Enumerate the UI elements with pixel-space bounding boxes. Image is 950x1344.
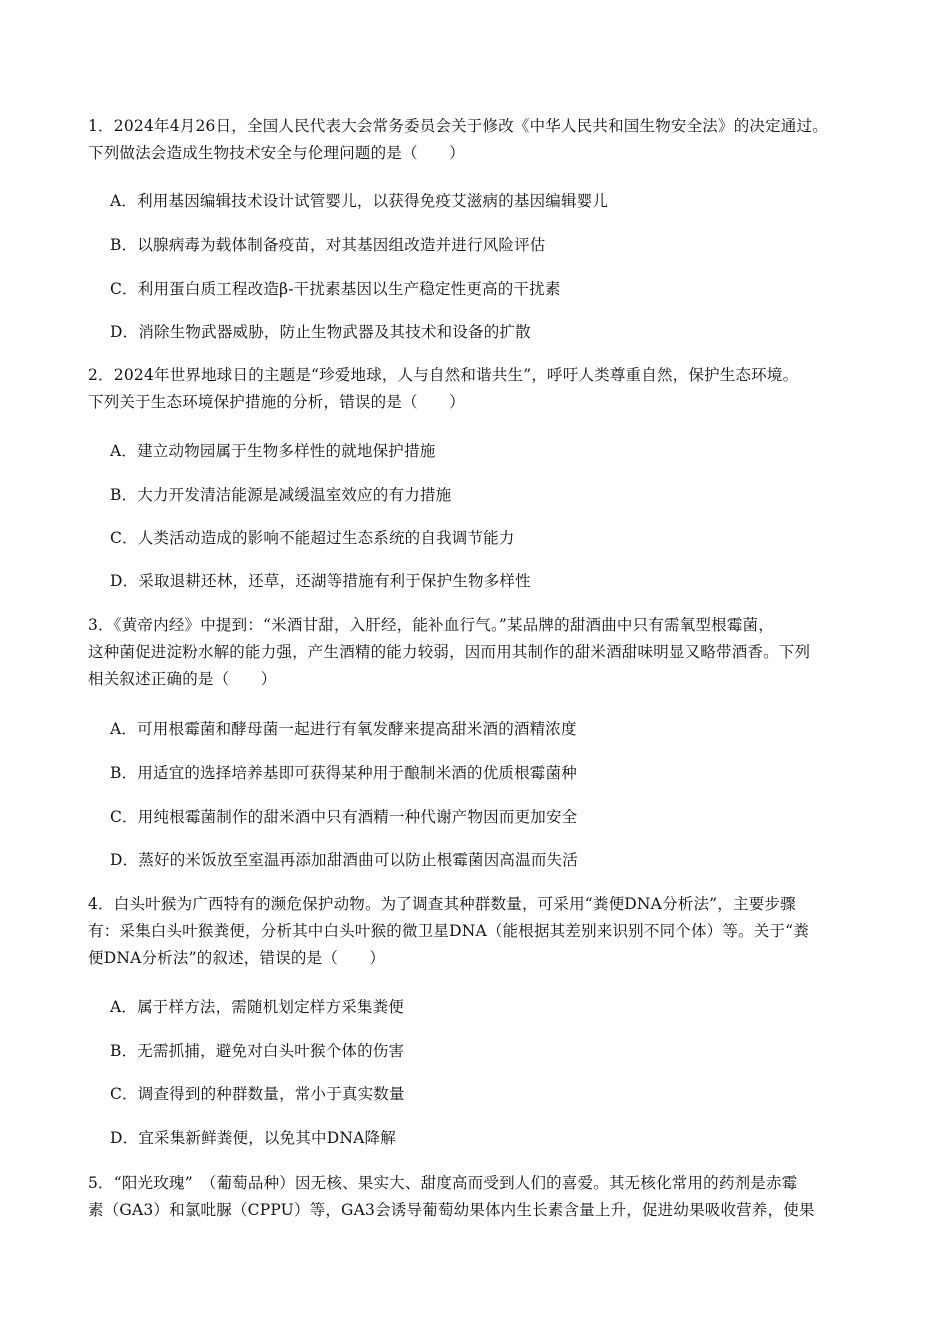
question-1-option-c[interactable]: C．利用蛋白质工程改造β-干扰素基因以生产稳定性更高的干扰素: [110, 280, 561, 298]
question-4-line-2: 有：采集白头叶猴粪便，分析其中白头叶猴的微卫星DNA（能根据其差别来识别不同个体）等。关于“粪: [88, 922, 810, 940]
question-3-line-1: 3．《黄帝内经》中提到：“米酒甘甜，入肝经，能补血行气。”某品牌的甜酒曲中只有需氧型根霉菌，: [88, 616, 774, 634]
question-5-line-1: 5．“阳光玫瑰” （葡萄品种）因无核、果实大、甜度高而受到人们的喜爱。其无核化常用的药剂是赤霉: [88, 1174, 798, 1192]
question-3-option-d[interactable]: D．蒸好的米饭放至室温再添加甜酒曲可以防止根霉菌因高温而失活: [110, 851, 578, 869]
question-3-option-c[interactable]: C．用纯根霉菌制作的甜米酒中只有酒精一种代谢产物因而更加安全: [110, 808, 578, 826]
question-2-line-1: 2．2024年世界地球日的主题是“珍爱地球，人与自然和谐共生”，呼吁人类尊重自然，保护生态环境。: [88, 366, 799, 384]
question-1-stem: [88, 113, 878, 167]
question-3-option-a[interactable]: A．可用根霉菌和酵母菌一起进行有氧发酵来提高甜米酒的酒精浓度: [110, 720, 577, 738]
question-1-line-2: 下列做法会造成生物技术安全与伦理问题的是（ ）: [88, 144, 465, 162]
question-5-stem: [88, 1170, 878, 1224]
question-5-line-2: 素（GA3）和氯吡脲（CPPU）等，GA3会诱导葡萄幼果体内生长素含量上升，促进幼果吸收营养，使果: [88, 1201, 815, 1219]
question-4-option-c[interactable]: C．调查得到的种群数量，常小于真实数量: [110, 1085, 405, 1103]
question-3-line-3: 相关叙述正确的是（ ）: [88, 670, 277, 688]
question-2-option-a[interactable]: A．建立动物园属于生物多样性的就地保护措施: [110, 442, 436, 460]
question-4-option-b[interactable]: B．无需抓捕，避免对白头叶猴个体的伤害: [110, 1042, 405, 1060]
question-2-stem: [88, 362, 878, 416]
question-4-line-1: 4．白头叶猴为广西特有的濒危保护动物。为了调查其种群数量，可采用“粪便DNA分析法”，主要步骤: [88, 895, 796, 913]
question-2-option-b[interactable]: B．大力开发清洁能源是减缓温室效应的有力措施: [110, 486, 452, 504]
question-1-line-1: 1．2024年4月26日，全国人民代表大会常务委员会关于修改《中华人民共和国生物安全法》的决定通过。: [88, 117, 828, 135]
question-2-option-d[interactable]: D．采取退耕还林，还草，还湖等措施有利于保护生物多样性: [110, 572, 531, 590]
question-3-stem: [88, 612, 878, 693]
question-4-option-a[interactable]: A．属于样方法，需随机划定样方采集粪便: [110, 998, 404, 1016]
question-4-line-3: 便DNA分析法”的叙述，错误的是（ ）: [88, 949, 386, 967]
question-2-line-2: 下列关于生态环境保护措施的分析，错误的是（ ）: [88, 393, 465, 411]
question-3-option-b[interactable]: B．用适宜的选择培养基即可获得某种用于酿制米酒的优质根霉菌种: [110, 764, 577, 782]
question-4-stem: [88, 891, 878, 972]
question-1-option-a[interactable]: A．利用基因编辑技术设计试管婴儿，以获得免疫艾滋病的基因编辑婴儿: [110, 192, 609, 210]
question-1-option-d[interactable]: D．消除生物武器威胁，防止生物武器及其技术和设备的扩散: [110, 323, 531, 341]
question-4-option-d[interactable]: D．宜采集新鲜粪便，以免其中DNA降解: [110, 1129, 396, 1147]
question-2-option-c[interactable]: C．人类活动造成的影响不能超过生态系统的自我调节能力: [110, 529, 515, 547]
question-3-line-2: 这种菌促进淀粉水解的能力强，产生酒精的能力较弱，因而用其制作的甜米酒甜味明显又略带酒香。下列: [88, 643, 811, 661]
question-1-option-b[interactable]: B．以腺病毒为载体制备疫苗，对其基因组改造并进行风险评估: [110, 236, 546, 254]
